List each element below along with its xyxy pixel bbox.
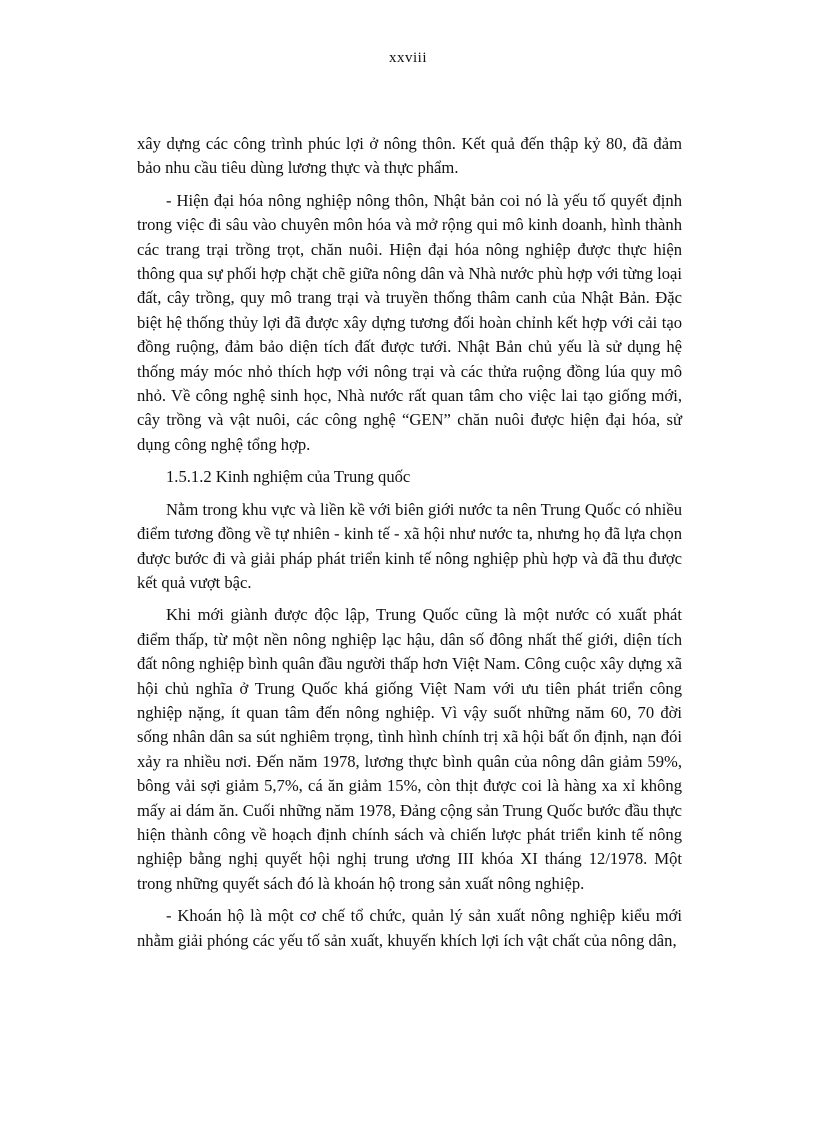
paragraph-china-intro: Nằm trong khu vực và liền kề với biên giới nước ta nên Trung Quốc có nhiều điểm tương đồng về tự nhiên - kinh tế - xã hội như nước ta, nhưng họ đã lựa chọn được bước đi và giải pháp phát triển kinh tế nông nghiệp phù hợp và đã thu được kết quả vượt bậc.: [137, 499, 682, 592]
page-number: xxviii: [388, 50, 427, 66]
paragraph-china-history: Khi mới giành được độc lập, Trung Quốc cũng là một nước có xuất phát điểm thấp, từ một nền nông nghiệp lạc hậu, dân số đông nhất thế giới, diện tích đất nông nghiệp bình quân đầu người thấp hơn Việt Nam. Công cuộc xây dựng xã hội chủ nghĩa ở Trung Quốc khá giống Việt Nam với ưu tiên phát triển công nghiệp nặng, ít quan tâm đến nông nghiệp. Vì vậy suốt những năm 60, 70 đời sống nhân dân sa sút nghiêm trọng, tình hình chính trị xã hội bất ổn định, nạn đói xảy ra nhiều nơi. Đến năm 1978, lương thực bình quân của nông dân giảm 59%, bông vải sợi giảm 5,7%, cá ăn giảm 15%, còn thịt được coi là hàng xa xỉ không mấy ai dám ăn. Cuối những năm 1978, Đảng cộng sản Trung Quốc bước đầu thực hiện thành công về hoạch định chính sách và chiến lược phát triển kinh tế nông nghiệp bằng nghị quyết hội nghị trung ương III khóa XI tháng 12/1978. Một trong những quyết sách đó là khoán hộ trong sản xuất nông nghiệp.: [137, 605, 682, 893]
paragraph-continuation: xây dựng các công trình phúc lợi ở nông thôn. Kết quả đến thập kỷ 80, đã đảm bảo nhu cầu tiêu dùng lương thực và thực phẩm.: [137, 134, 682, 178]
paragraph-household-contract: - Khoán hộ là một cơ chế tổ chức, quản lý sản xuất nông nghiệp kiểu mới nhằm giải phóng các yếu tố sản xuất, khuyến khích lợi ích vật chất của nông dân,: [137, 906, 682, 950]
section-heading-china-experience: 1.5.1.2 Kinh nghiệm của Trung quốc: [166, 467, 411, 487]
body-text: [137, 132, 682, 961]
paragraph-japan-modernization: - Hiện đại hóa nông nghiệp nông thôn, Nhật bản coi nó là yếu tố quyết định trong việc đi sâu vào chuyên môn hóa và mở rộng qui mô kinh doanh, hình thành các trang trại trồng trọt, chăn nuôi. Hiện đại hóa nông nghiệp được thực hiện thông qua sự phối hợp chặt chẽ giữa nông dân và Nhà nước phù hợp với từng loại đất, cây trồng, quy mô trang trại và truyền thống thâm canh của Nhật Bản. Đặc biệt hệ thống thủy lợi đã được xây dựng tương đối hoàn chỉnh kết hợp với cải tạo đồng ruộng, đảm bảo diện tích đất được tưới. Nhật Bản chủ yếu là sử dụng hệ thống máy móc nhỏ thích hợp với nông trại và các thửa ruộng đồng lúa quy mô nhỏ. Về công nghệ sinh học, Nhà nước rất quan tâm cho việc lai tạo giống mới, cây trồng và vật nuôi, các công nghệ “GEN” chăn nuôi được hiện đại hóa, sử dụng công nghệ tổng hợp.: [137, 190, 682, 454]
